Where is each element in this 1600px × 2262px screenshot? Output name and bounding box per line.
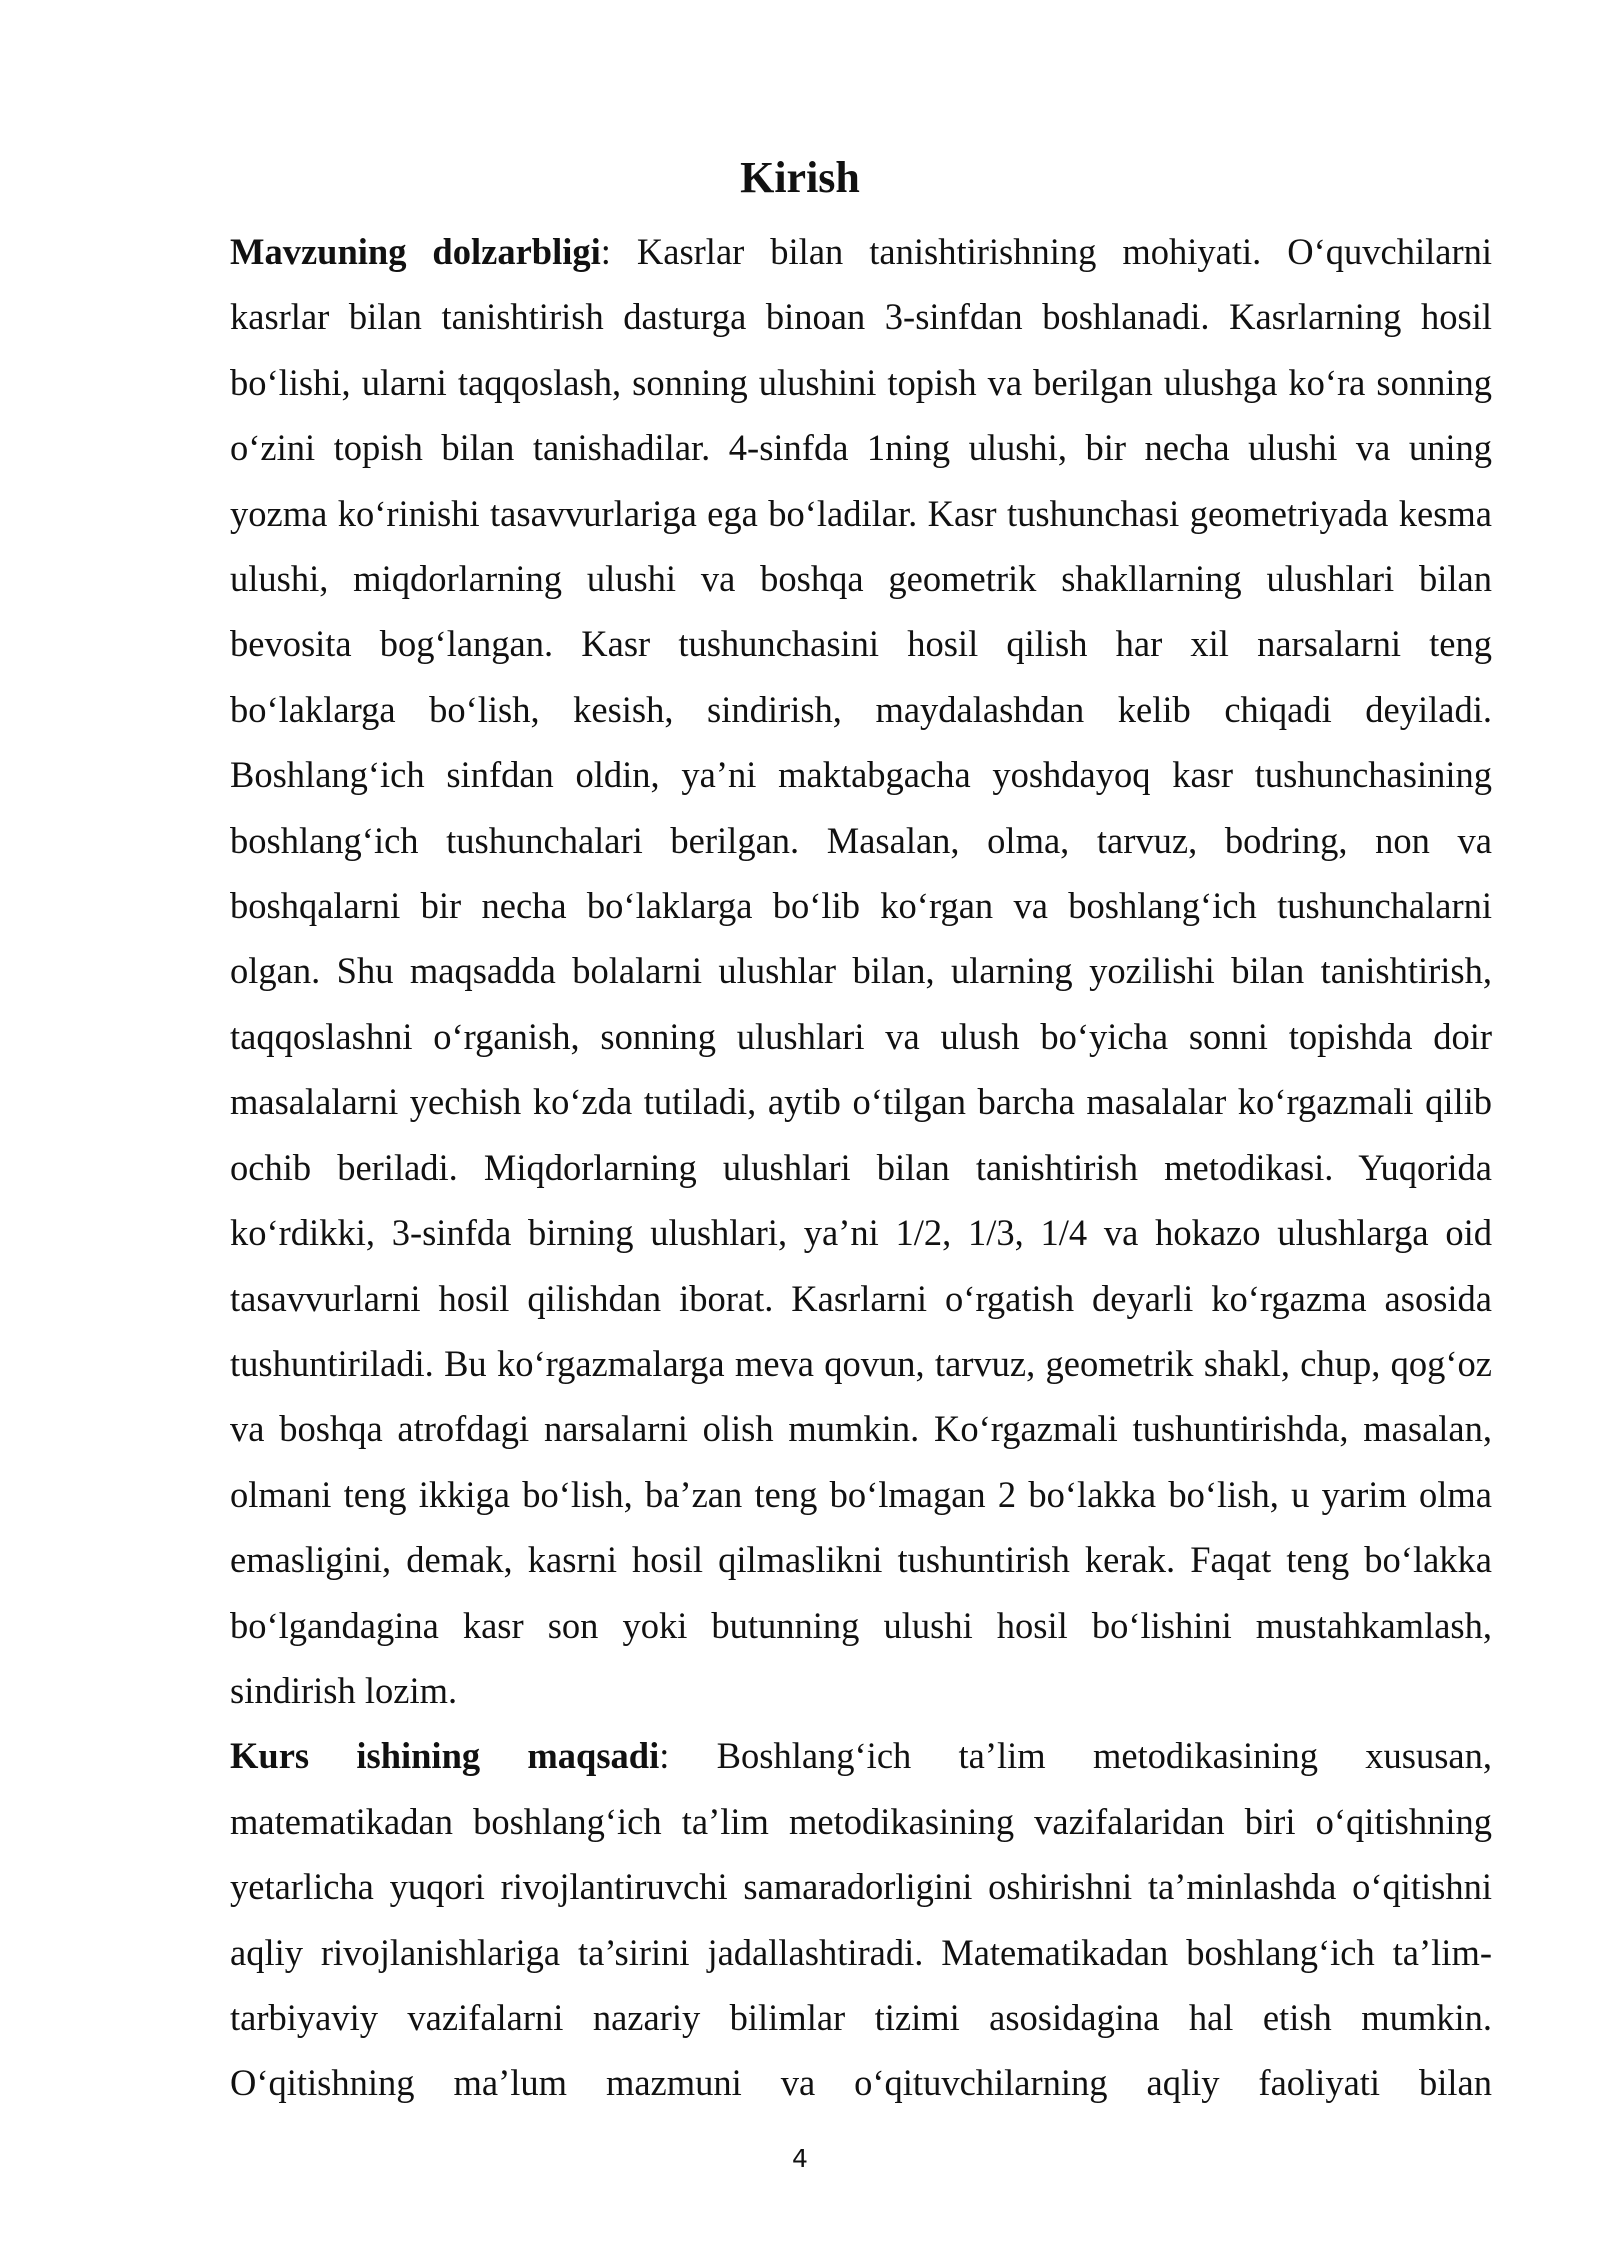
section-heading-purpose: Kurs ishining maqsadi bbox=[230, 1735, 660, 1777]
document-body bbox=[230, 219, 1492, 2116]
paragraph-relevance bbox=[230, 219, 1492, 1723]
paragraph-text-purpose: Boshlang‘ich ta’lim metodikasining xususan, matematikadan boshlang‘ich ta’lim metodikasining vazifalaridan biri o‘qitishning yetarlicha yuqori rivojlantiruvchi samaradorligini oshirishni ta’minlashda o‘qitishni aqliy rivojlanishlariga ta’sirini jadallashtiradi. Matematikadan boshlang‘ich ta’lim-tarbiyaviy vazifalarni nazariy bilimlar tizimi asosidagina hal etish mumkin. O‘qitishning ma’lum mazmuni va o‘qituvchilarning aqliy faoliyati bilan bbox=[230, 1735, 1492, 2104]
paragraph-text-relevance: Kasrlar bilan tanishtirishning mohiyati. O‘quvchilarni kasrlar bilan tanishtirish dasturga binoan 3-sinfdan boshlanadi. Kasrlarning hosil bo‘lishi, ularni taqqoslash, sonning ulushini topish va berilgan ulushga ko‘ra sonning o‘zini topish bilan tanishadilar. 4-sinfda 1ning ulushi, bir necha ulushi va uning yozma ko‘rinishi tasavvurlariga ega bo‘ladilar. Kasr tushunchasi geometriyada kesma ulushi, miqdorlarning ulushi va boshqa geometrik shakllarning ulushlari bilan bevosita bog‘langan. Kasr tushunchasini hosil qilish har xil narsalarni teng bo‘laklarga bo‘lish, kesish, sindirish, maydalashdan kelib chiqadi deyiladi. Boshlang‘ich sinfdan oldin, ya’ni maktabgacha yoshdayoq kasr tushunchasining boshlang‘ich tushunchalari berilgan. Masalan, olma, tarvuz, bodring, non va boshqalarni bir necha bo‘laklarga bo‘lib ko‘rgan va boshlang‘ich tushunchalarni olgan. Shu maqsadda bolalarni ulushlar bilan, ularning yozilishi bilan tanishtirish, taqqoslashni o‘rganish, sonning ulushlari va ulush bo‘yicha sonni topishda doir masalalarni yechish ko‘zda tutiladi, aytib o‘tilgan barcha masalalar ko‘rgazmali qilib ochib beriladi. Miqdorlarning ulushlari bilan tanishtirish metodikasi. Yuqorida ko‘rdikki, 3-sinfda birning ulushlari, ya’ni 1/2, 1/3, 1/4 va hokazo ulushlarga oid tasavvurlarni hosil qilishdan iborat. Kasrlarni o‘rgatish deyarli ko‘rgazma asosida tushuntiriladi. Bu ko‘rgazmalarga meva qovun, tarvuz, geometrik shakl, chup, qog‘oz va boshqa atrofdagi narsalarni olish mumkin. Ko‘rgazmali tushuntirishda, masalan, olmani teng ikkiga bo‘lish, ba’zan teng bo‘lmagan 2 bo‘lakka bo‘lish, u yarim olma emasligini, demak, kasrni hosil qilmaslikni tushuntirish kerak. Faqat teng bo‘lakka bo‘lgandagina kasr son yoki butunning ulushi hosil bo‘lishini mustahkamlash, sindirish lozim. bbox=[230, 231, 1492, 1711]
paragraph-purpose bbox=[230, 1723, 1492, 2115]
heading-separator: : bbox=[659, 1735, 717, 1777]
heading-separator: : bbox=[600, 231, 637, 272]
page-number: 4 bbox=[792, 2144, 808, 2173]
section-heading-relevance: Mavzuning dolzarbligi bbox=[230, 231, 601, 272]
page-title: Kirish bbox=[740, 153, 860, 202]
